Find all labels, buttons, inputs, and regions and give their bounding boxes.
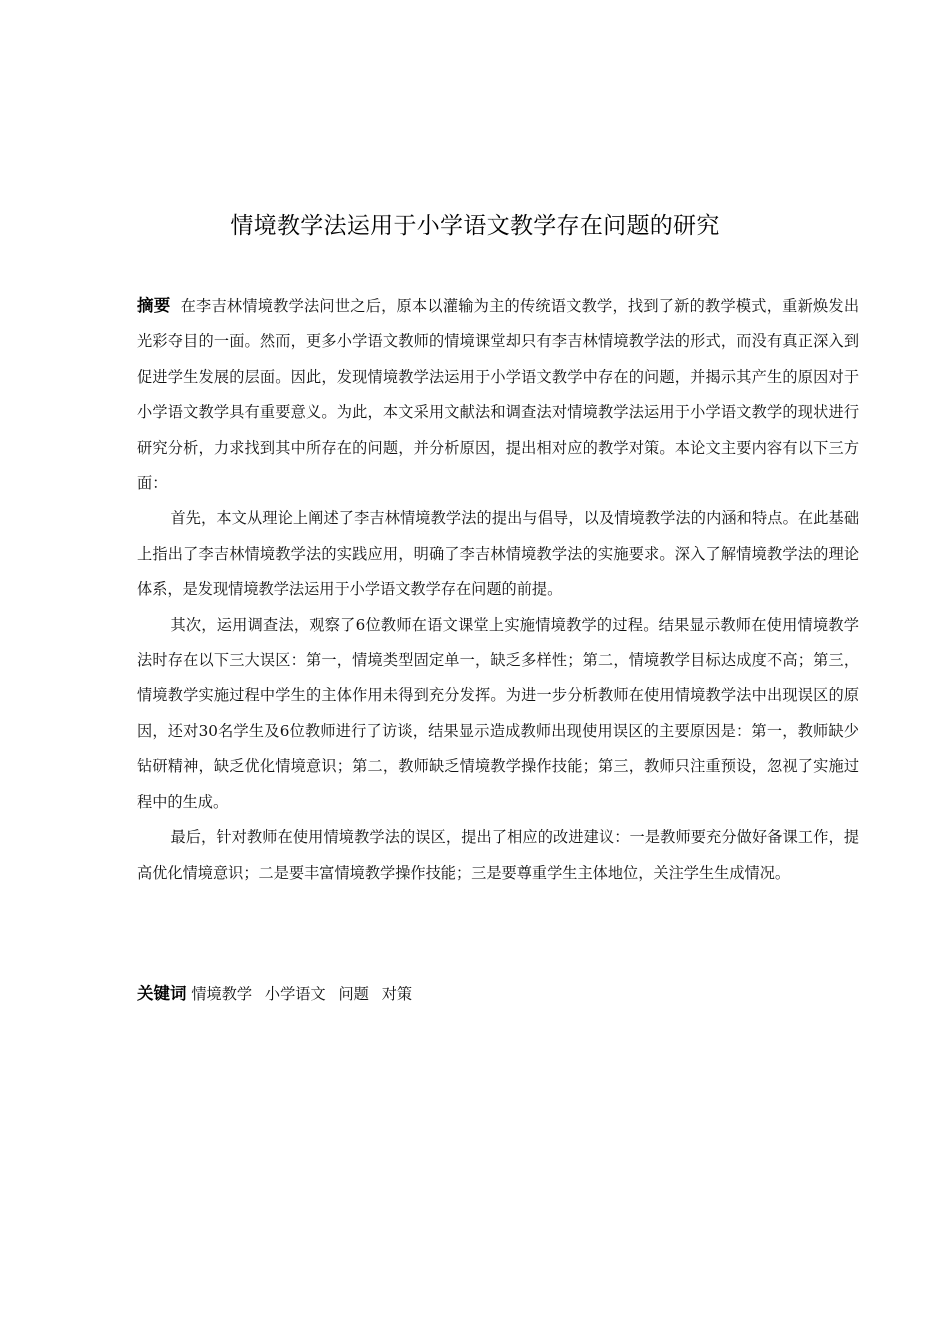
keywords-label: 关键词: [137, 984, 187, 1003]
abstract-paragraph-2: 首先，本文从理论上阐述了李吉林情境教学法的提出与倡导，以及情境教学法的内涵和特点。在此基础上指出了李吉林情境教学法的实践应用，明确了李吉林情境教学法的实施要求。深入了解情境教学法的理论体系，是发现情境教学法运用于小学语文教学存在问题的前提。: [137, 509, 859, 599]
abstract-paragraph-1-text: 在李吉林情境教学法问世之后，原本以灌输为主的传统语文教学，找到了新的教学模式，重新焕发出光彩夺目的一面。然而，更多小学语文教师的情境课堂却只有李吉林情境教学法的形式，而没有真正深入到促进学生发展的层面。因此，发现情境教学法运用于小学语文教学中存在的问题，并揭示其产生的原因对于小学语文教学具有重要意义。为此，本文采用文献法和调查法对情境教学法运用于小学语文教学的现状进行研究分析，力求找到其中所存在的问题，并分析原因，提出相对应的教学对策。本论文主要内容有以下三方面：: [137, 297, 860, 493]
abstract-paragraph-4: 最后，针对教师在使用情境教学法的误区，提出了相应的改进建议：一是教师要充分做好备课工作，提高优化情境意识；二是要丰富情境教学操作技能；三是要尊重学生主体地位，关注学生生成情况。: [137, 828, 859, 882]
keyword-item: 问题: [338, 985, 369, 1003]
keyword-item: 情境教学: [191, 985, 253, 1003]
keyword-item: 小学语文: [264, 985, 326, 1003]
abstract-paragraph-3: 其次，运用调查法，观察了6位教师在语文课堂上实施情境教学的过程。结果显示教师在使用情境教学法时存在以下三大误区：第一，情境类型固定单一，缺乏多样性；第二，情境教学目标达成度不高；第三，情境教学实施过程中学生的主体作用未得到充分发挥。为进一步分析教师在使用情境教学法中出现误区的原因，还对30名学生及6位教师进行了访谈，结果显示造成教师出现使用误区的主要原因是：第一，教师缺少钻研精神，缺乏优化情境意识；第二，教师缺乏情境教学操作技能；第三，教师只注重预设，忽视了实施过程中的生成。: [137, 615, 859, 811]
paper-title: 情境教学法运用于小学语文教学存在问题的研究: [230, 213, 720, 239]
abstract-section: [137, 288, 859, 891]
abstract-paragraph-1: [137, 288, 859, 501]
keyword-item: 对策: [381, 985, 413, 1003]
keywords-section: [137, 979, 859, 1009]
abstract-label: 摘要: [137, 296, 171, 315]
